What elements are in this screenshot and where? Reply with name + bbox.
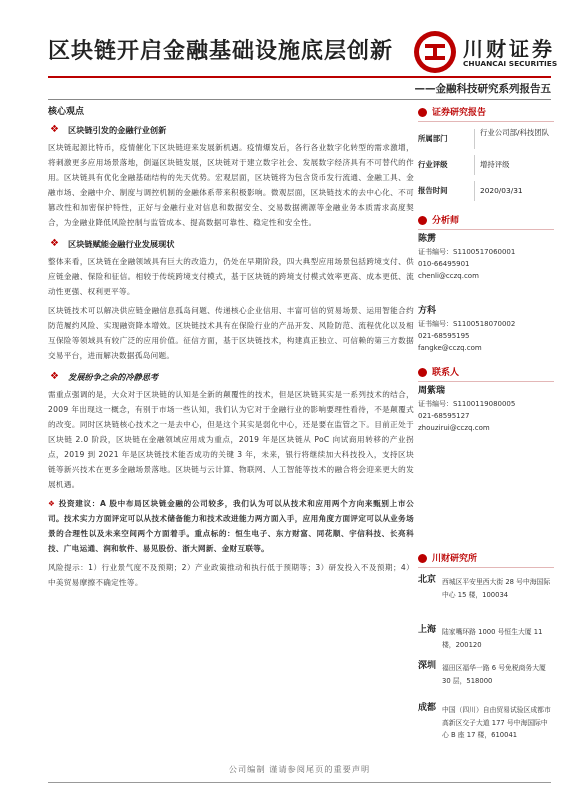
analyst-card: 方科 证书编号：S1100518070002 021-68595195 fangke@cczq.com — [418, 304, 554, 354]
address-text: 西城区平安里西大街 28 号中海国际中心 15 楼，100034 — [442, 578, 551, 599]
section-heading: ❖ 发展纷争之余的冷静思考 — [48, 367, 414, 387]
report-info-heading: 证券研究报告 — [418, 104, 554, 122]
section-paragraph: 区块链起源比特币，疫情催化下区块链迎来发展新机遇。疫情爆发后，各行各业数字化转型的需求激增，将刺激更多应用场景落地，倒逼区块链发展，区块链对于建立数字社会、发展数字经济具有不可替代的作用。区块链具有优化金融基础结构的先天优势。宏观层面，区块链将为包含货币发行流通、金融工具、金融市场、金融中介、制度与调控机制的金融体系带来积极影响。微观层面，区块链技术的去中心化、不可篡改性和加密保护特性，正好与金融行业对信息和数据安全、交易数据溯源等金融业务本质需求高度契合，为金融业降低风险控制与监管成本、提高数据可靠性、稳定性和安全性。 — [48, 143, 414, 227]
header-divider — [48, 76, 551, 78]
section-paragraph: 需重点强调的是，大众对于区块链的认知是全新的颠覆性的技术，但是区块链其实是一系列技术的结合，2009 年出现这一概念，有别于市场一些认知，我们认为它对于金融行业的影响要理性看待，不是颠覆式的改变。同时区块链核心技术之一是去中心，但是这个其实是弱化中心，还是要在监管之下。目前正处于区块链 2.0 阶段，区块链在金融领域应用成为重点，2019 年是区块链从 PoC 向试商用转移的产业拐点，2019 到 2021 年是区块链技术能否成功的关键 3 年，未来，银行将继续加大科技投入，支持区块链等新兴技术在更多金融场景落地。区块链与云计算、物联网、人工智能等技术的融合将会迎来更大的发展机遇。 — [48, 390, 414, 489]
address-city: 深圳 — [418, 661, 437, 671]
contact-heading: 联系人 — [418, 364, 554, 382]
institute-icon — [418, 554, 427, 563]
investment-advice: ❖ 投资建议：A 股中布局区块链金融的公司较多，我们认为可以从技术和应用两个方向来甄别上市公司。技术实力方面评定可以从技术储备能力和技术改进能力两方面入手，应用角度方面评定可以从业务场景的合理性以及未来空间两个方面着手。重点标的：恒生电子、东方财富、同花顺、宇信科技、长亮科技、广电运通、润和软件、易见股份、浙大网新、金财互联等。 — [48, 499, 414, 553]
address-text: 中国（四川）自由贸易试验区成都市高新区交子大道 177 号中海国际中心 B 座 17 楼，610041 — [442, 706, 551, 739]
analyst-heading: 分析师 — [418, 212, 554, 230]
section-paragraph: 区块链技术可以解决供应链金融信息孤岛问题、传递核心企业信用、丰富可信的贸易场景、运用智能合约防范履约风险、实现融资降本增效。区块链技术具有在保险行业的产品开发、风险防范、流程优化以及相互保险等领域具有较广泛的应用价值。征信方面，基于区块链技术，构建真正独立、可信赖的第三方数据交易平台，进而解决数据孤岛问题。 — [48, 306, 414, 360]
diamond-icon: ❖ — [50, 124, 59, 135]
address-text: 福田区福华一路 6 号免税商务大厦 30 层，518000 — [442, 664, 546, 685]
sidebar — [418, 104, 554, 772]
risk-warning: 风险提示：1）行业景气度不及预期；2）产业政策推动和执行低于预期等；3）研发投入不及预期；4）中美贸易摩擦不确定性等。 — [48, 563, 414, 587]
info-row: 行业评级 增持评级 — [418, 152, 554, 178]
analyst-icon — [418, 216, 427, 225]
report-title: 区块链开启金融基础设施底层创新 — [48, 38, 394, 64]
section-heading: ❖ 区块链赋能金融行业发展现状 — [48, 234, 414, 254]
address-city: 成都 — [418, 703, 437, 713]
info-row: 所属部门 行业公司部/科技团队 — [418, 126, 554, 152]
subtitle-divider — [48, 99, 551, 100]
report-subtitle: ——金融科技研究系列报告五 — [414, 83, 551, 95]
diamond-icon: ❖ — [50, 238, 59, 249]
section-heading: ❖ 区块链引发的金融行业创新 — [48, 120, 414, 140]
main-content — [48, 104, 414, 594]
diamond-icon: ❖ — [50, 371, 59, 382]
report-icon — [418, 108, 427, 117]
institute-heading: 川财研究所 — [418, 550, 554, 568]
logo-chinese-name: 川财证券 — [463, 37, 555, 61]
page-footer: 公司编制 谨请参阅尾页的重要声明 — [228, 764, 371, 774]
logo-mark-icon — [413, 30, 457, 74]
info-row: 报告时间 2020/03/31 — [418, 178, 554, 204]
logo-english-name: CHUANCAI SECURITIES — [463, 59, 558, 68]
email-link[interactable]: fangke@cczq.com — [418, 344, 482, 352]
address-city: 上海 — [418, 625, 437, 635]
contact-card: 周紫瑞 证书编号：S1100119080005 021-68595127 zhouzirui@cczq.com — [418, 384, 554, 434]
address-city: 北京 — [418, 575, 437, 585]
section-paragraph: 整体来看，区块链在金融领域具有巨大的改造力，仍处在早期阶段，四大典型应用场景包括跨境支付、供应链金融、保险和征信。相较于传统跨境支付模式，基于区块链的跨境支付模式效率更高、成本更低、流动性更强、权利更平等。 — [48, 257, 414, 296]
core-views-heading: 核心观点 — [48, 107, 85, 117]
email-link[interactable]: zhouzirui@cczq.com — [418, 424, 490, 432]
analyst-card: 陈雳 证书编号：S1100517060001 010-66495901 chenli@cczq.com — [418, 232, 554, 282]
diamond-icon: ❖ — [48, 499, 59, 508]
address-text: 陆家嘴环路 1000 号恒生大厦 11 楼，200120 — [442, 628, 543, 649]
company-logo — [413, 30, 558, 74]
email-link[interactable]: chenli@cczq.com — [418, 272, 479, 280]
footer-divider — [48, 782, 551, 783]
contact-icon — [418, 368, 427, 377]
